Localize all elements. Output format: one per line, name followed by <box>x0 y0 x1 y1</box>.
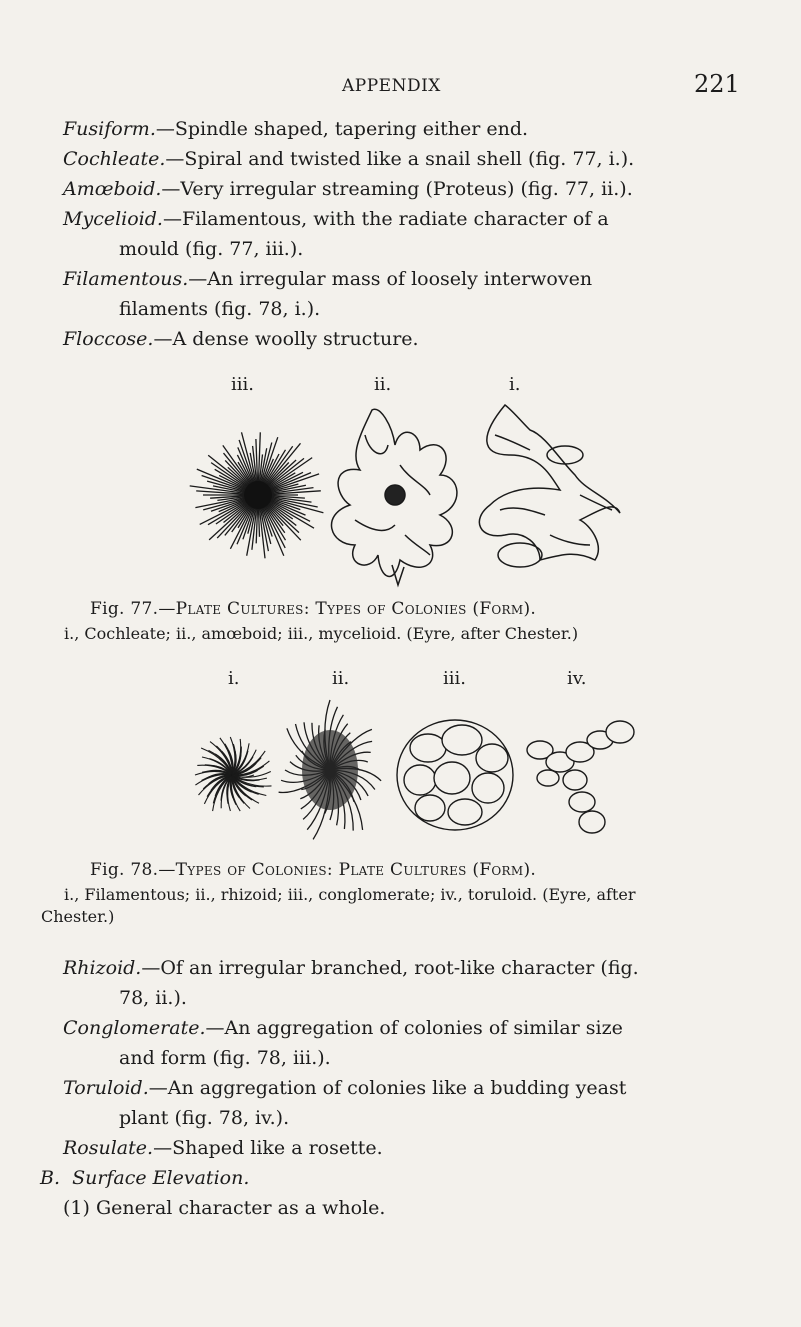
definition-continuation: filaments (fig. 78, i.). <box>119 298 321 320</box>
definition-text: —An irregular mass of loosely interwoven <box>188 268 593 290</box>
section-heading <box>40 1167 249 1189</box>
definition-term: Amœboid. <box>63 178 162 200</box>
definition-amoeboid <box>63 178 633 200</box>
fig77-label-iii: iii. <box>231 374 254 395</box>
definition-text: —An aggregation of colonies of similar size <box>205 1017 623 1039</box>
definition-cochleate <box>63 148 634 170</box>
rhizoid-colony-image <box>279 700 382 839</box>
fig78-label-iv: iv. <box>567 668 587 689</box>
definition-continuation: plant (fig. 78, iv.). <box>119 1107 290 1129</box>
definition-mycelioid <box>63 208 609 230</box>
page-header <box>0 70 801 106</box>
definition-term: Cochleate. <box>63 148 166 170</box>
fig77-illustration <box>0 395 801 595</box>
definition-filamentous <box>63 268 592 290</box>
definition-text: —Very irregular streaming (Proteus) (fig. 77, ii.). <box>161 178 633 200</box>
definition-toruloid <box>63 1077 626 1099</box>
definition-term: Rhizoid. <box>63 957 142 979</box>
fig78-label-ii: ii. <box>332 668 350 689</box>
fig77-title-prefix: Fig. 77.— <box>90 599 176 619</box>
definition-text: —Spindle shaped, tapering either end. <box>155 118 529 140</box>
definition-term: Toruloid. <box>63 1077 149 1099</box>
fig77-label-i: i. <box>509 374 521 395</box>
definition-rhizoid <box>63 957 639 979</box>
fig77-label-ii: ii. <box>374 374 392 395</box>
page-number: 221 <box>694 70 740 98</box>
cochleate-colony-image <box>479 405 620 567</box>
definition-text: —An aggregation of colonies like a budding yeast <box>148 1077 627 1099</box>
definition-term: Floccose. <box>63 328 154 350</box>
fig78-title-prefix: Fig. 78.— <box>90 860 176 880</box>
section-title: Surface Elevation. <box>72 1167 250 1189</box>
fig77-caption: i., Cochleate; ii., amœboid; iii., mycelioid. (Eyre, after Chester.) <box>64 624 579 643</box>
fig78-label-iii: iii. <box>443 668 466 689</box>
section-item: (1) General character as a whole. <box>63 1197 386 1219</box>
definition-term: Mycelioid. <box>63 208 163 230</box>
running-head: APPENDIX <box>342 76 441 96</box>
definition-text: —Shaped like a rosette. <box>153 1137 383 1159</box>
definition-text: —Filamentous, with the radiate character of a <box>162 208 609 230</box>
definition-continuation: and form (fig. 78, iii.). <box>119 1047 331 1069</box>
definition-term: Conglomerate. <box>63 1017 206 1039</box>
fig78-label-i: i. <box>228 668 240 689</box>
definition-floccose <box>63 328 419 350</box>
definition-term: Rosulate. <box>63 1137 154 1159</box>
fig77-title-text: Plate Cultures: Types of Colonies (Form). <box>175 599 537 619</box>
definition-continuation: 78, ii.). <box>119 987 187 1009</box>
fig78-title <box>90 860 536 880</box>
fig77-title <box>90 599 536 619</box>
definition-fusiform <box>63 118 528 140</box>
definition-text: —Of an irregular branched, root-like character (fig. <box>141 957 639 979</box>
filamentous-colony-image <box>195 737 272 811</box>
definition-term: Filamentous. <box>63 268 189 290</box>
definition-text: —A dense woolly structure. <box>153 328 419 350</box>
amoeboid-colony-image <box>331 409 456 585</box>
mycelioid-colony-image <box>190 432 324 558</box>
definition-text: —Spiral and twisted like a snail shell (fig. 77, i.). <box>165 148 635 170</box>
fig78-caption-line2: Chester.) <box>41 907 115 926</box>
definition-continuation: mould (fig. 77, iii.). <box>119 238 304 260</box>
definition-term: Fusiform. <box>63 118 156 140</box>
section-letter: B. <box>40 1167 61 1189</box>
definition-conglomerate <box>63 1017 623 1039</box>
fig78-title-text: Types of Colonies: Plate Cultures (Form). <box>175 860 537 880</box>
fig78-caption-line1: i., Filamentous; ii., rhizoid; iii., conglomerate; iv., toruloid. (Eyre, after <box>64 885 636 904</box>
definition-rosulate <box>63 1137 383 1159</box>
toruloid-colony-image <box>527 721 634 833</box>
conglomerate-colony-image <box>397 720 513 830</box>
fig78-illustration <box>0 690 801 860</box>
